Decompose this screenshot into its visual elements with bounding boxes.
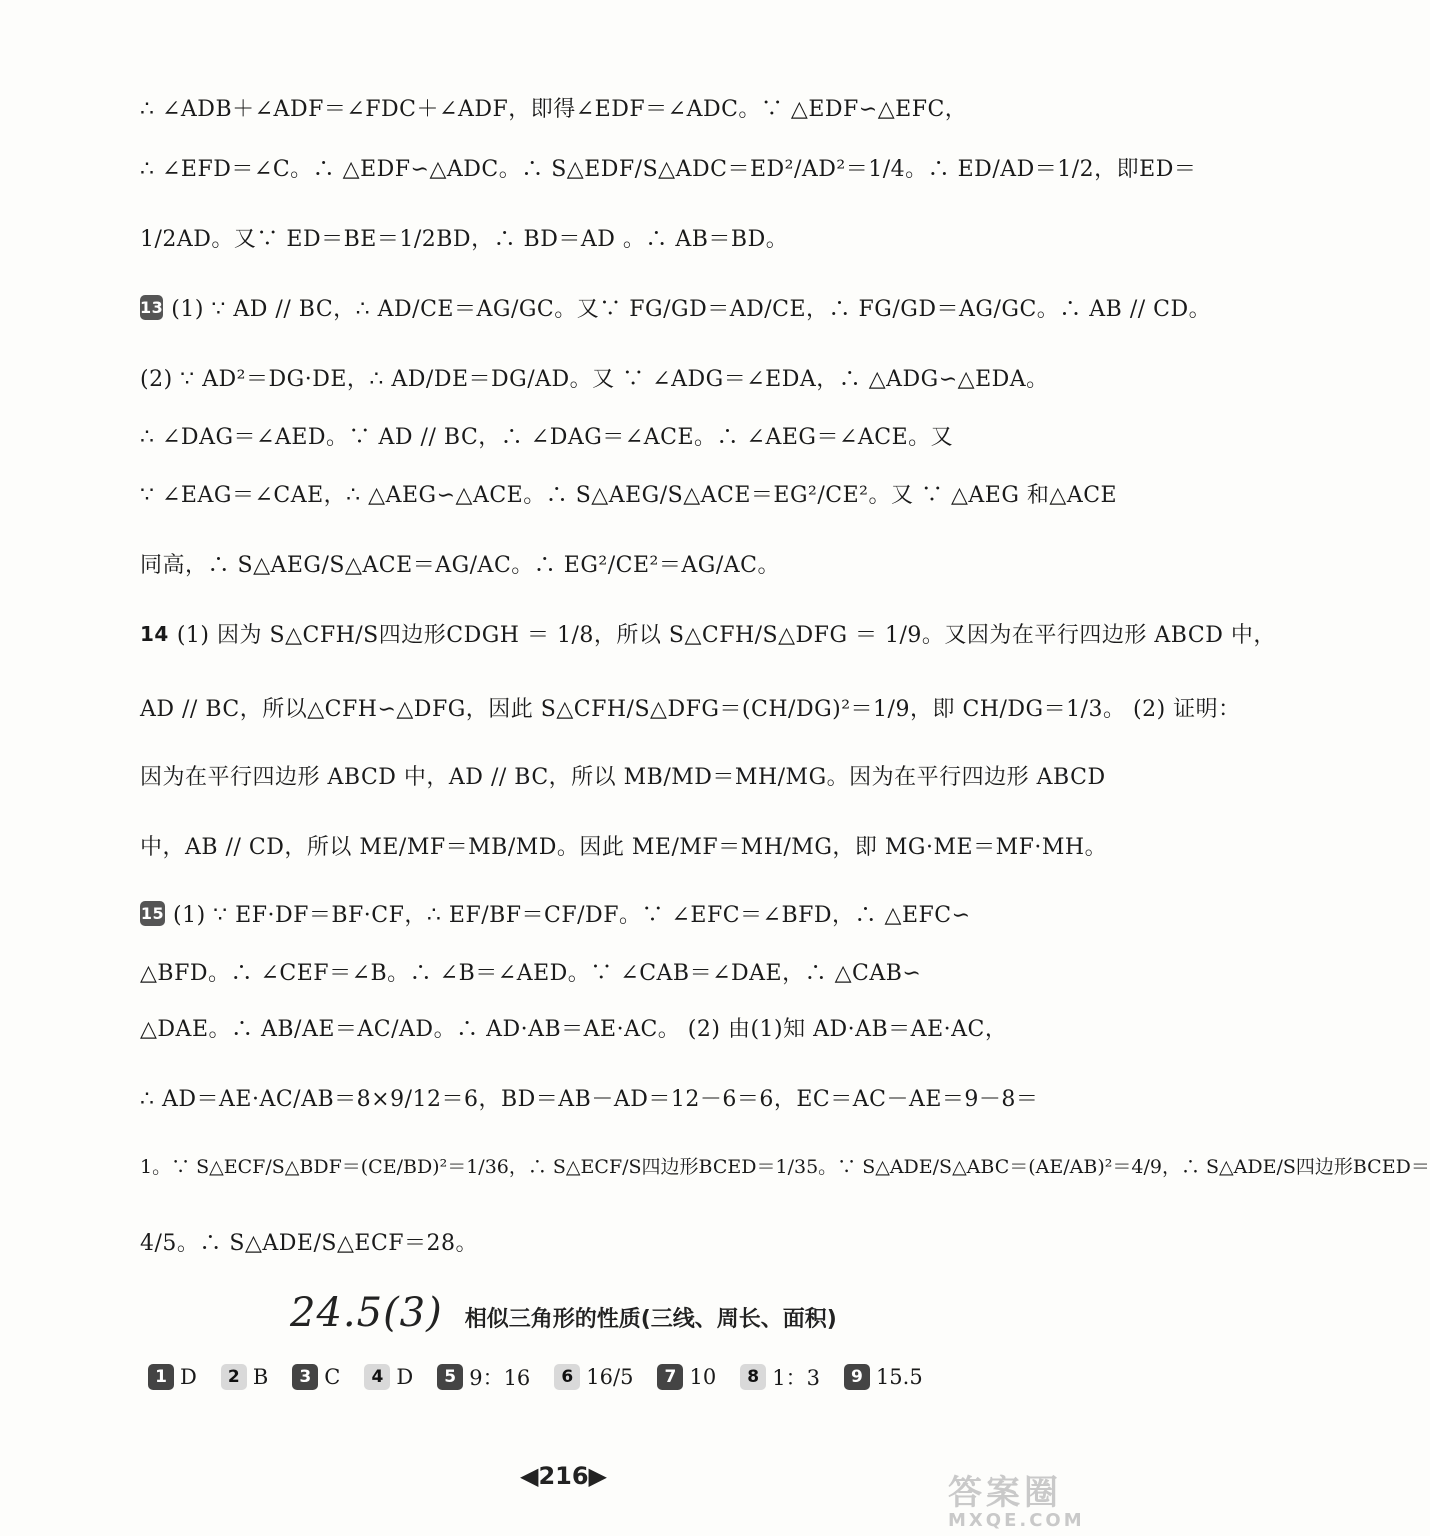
line-text: ∴ ∠ADB＋∠ADF＝∠FDC＋∠ADF，即得∠EDF＝∠ADC。∵ △EDF∽△EFC， bbox=[140, 97, 968, 122]
text-line bbox=[140, 478, 1118, 509]
answer-item bbox=[364, 1364, 413, 1390]
line-text: (2) ∵ AD²＝DG·DE，∴ AD/DE＝DG/AD。又 ∵ ∠ADG＝∠EDA，∴ △ADG∽△EDA。 bbox=[140, 367, 1049, 392]
line-text: (1) 因为 S△CFH/S四边形CDGH ＝ 1/8，所以 S△CFH/S△DFG ＝ 1/9。又因为在平行四边形 ABCD 中， bbox=[176, 623, 1276, 648]
problem-15-line bbox=[140, 898, 1030, 929]
right-arrow-icon: ▶ bbox=[588, 1462, 608, 1490]
left-arrow-icon: ◀ bbox=[519, 1462, 539, 1490]
answer-item bbox=[657, 1364, 716, 1390]
line-text: 1。∵ S△ECF/S△BDF＝(CE/BD)²＝1/36，∴ S△ECF/S四边形BCED＝1/35。∵ S△ADE/S△ABC＝(AE/AB)²＝4/9，∴ S△ADE/S四边形BCED＝ bbox=[140, 1156, 1430, 1178]
page-number-text: 216 bbox=[538, 1462, 589, 1490]
answer-value: 9：16 bbox=[469, 1366, 531, 1390]
text-line bbox=[140, 152, 1197, 183]
answer-item bbox=[437, 1362, 530, 1392]
watermark bbox=[948, 1465, 1118, 1531]
text-line bbox=[140, 830, 1108, 861]
line-text: 中，AB // CD，所以 ME/MF＝MB/MD。因此 ME/MF＝MH/MG，即 MG·ME＝MF·MH。 bbox=[140, 835, 1108, 860]
answer-item bbox=[740, 1362, 820, 1392]
answer-value: C bbox=[324, 1365, 341, 1389]
watermark-logo: 答案圈 bbox=[948, 1473, 1062, 1513]
line-text: △DAE。∴ AB/AE＝AC/AD。∴ AD·AB＝AE·AC。 (2) 由(1)知 AD·AB＝AE·AC， bbox=[140, 1017, 1008, 1042]
answer-value: D bbox=[180, 1365, 197, 1389]
text-line bbox=[140, 420, 1030, 451]
answer-number: 1 bbox=[148, 1364, 174, 1390]
problem-number: 14 bbox=[140, 621, 169, 646]
line-text: (1) ∵ EF·DF＝BF·CF，∴ EF/BF＝CF/DF。∵ ∠EFC＝∠BFD，∴ △EFC∽ bbox=[173, 903, 971, 928]
text-line bbox=[140, 1082, 1039, 1113]
watermark-url: MXQE.COM bbox=[948, 1510, 1085, 1531]
answer-list bbox=[148, 1362, 947, 1392]
line-text: ∴ ∠EFD＝∠C。∴ △EDF∽△ADC。∴ S△EDF/S△ADC＝ED²/AD²＝1/4。∴ ED/AD＝1/2，即ED＝ bbox=[140, 157, 1197, 182]
line-text: ∴ AD＝AE·AC/AB＝8×9/12＝6，BD＝AB－AD＝12－6＝6，EC＝AC－AE＝9－8＝ bbox=[140, 1087, 1039, 1112]
answer-value: 16/5 bbox=[586, 1365, 634, 1389]
line-text: 同高，∴ S△AEG/S△ACE＝AG/AC。∴ EG²/CE²＝AG/AC。 bbox=[140, 553, 780, 578]
answer-item bbox=[554, 1364, 633, 1390]
answer-item bbox=[292, 1364, 340, 1390]
text-line bbox=[140, 548, 1030, 579]
answer-item bbox=[221, 1364, 268, 1390]
line-text: AD // BC，所以△CFH∽△DFG，因此 S△CFH/S△DFG＝(CH/DG)²＝1/9，即 CH/DG＝1/3。 (2) 证明： bbox=[140, 697, 1241, 722]
answer-value: D bbox=[396, 1365, 414, 1389]
text-line bbox=[140, 956, 1030, 987]
section-number: 24.5(3) bbox=[290, 1290, 443, 1336]
answer-number: 4 bbox=[364, 1364, 390, 1390]
answer-value: 10 bbox=[689, 1365, 717, 1389]
answer-number: 2 bbox=[221, 1364, 247, 1390]
section-heading bbox=[290, 1290, 837, 1336]
text-line bbox=[140, 1152, 1430, 1179]
answer-number: 8 bbox=[740, 1364, 766, 1390]
section-title: 相似三角形的性质(三线、周长、面积) bbox=[464, 1307, 837, 1332]
text-line bbox=[140, 92, 1030, 123]
answer-value: B bbox=[252, 1365, 269, 1389]
line-text: ∵ ∠EAG＝∠CAE，∴ △AEG∽△ACE。∴ S△AEG/S△ACE＝EG²/CE²。又 ∵ △AEG 和△ACE bbox=[140, 483, 1118, 508]
answer-number: 5 bbox=[437, 1364, 463, 1390]
answer-item bbox=[148, 1364, 197, 1390]
answer-value: 1：3 bbox=[772, 1366, 820, 1390]
line-text: (1) ∵ AD // BC，∴ AD/CE＝AG/GC。又∵ FG/GD＝AD/CE，∴ FG/GD＝AG/GC。∴ AB // CD。 bbox=[171, 297, 1212, 322]
problem-14-line bbox=[140, 618, 1276, 649]
text-line bbox=[140, 692, 1241, 723]
answer-number: 9 bbox=[844, 1364, 870, 1390]
answer-number: 6 bbox=[554, 1364, 580, 1390]
text-line bbox=[140, 1012, 1030, 1043]
text-line bbox=[140, 362, 1049, 393]
answer-item bbox=[844, 1364, 923, 1390]
text-line bbox=[140, 1226, 1030, 1257]
line-text: △BFD。∴ ∠CEF＝∠B。∴ ∠B＝∠AED。∵ ∠CAB＝∠DAE，∴ △CAB∽ bbox=[140, 961, 922, 986]
answer-number: 3 bbox=[292, 1364, 318, 1390]
problem-13-line bbox=[140, 292, 1212, 323]
line-text: ∴ ∠DAG＝∠AED。∵ AD // BC，∴ ∠DAG＝∠ACE。∴ ∠AEG＝∠ACE。又 bbox=[140, 425, 954, 450]
line-text: 1/2AD。又∵ ED＝BE＝1/2BD，∴ BD＝AD 。∴ AB＝BD。 bbox=[140, 227, 789, 252]
answer-number: 7 bbox=[657, 1364, 683, 1390]
text-line bbox=[140, 222, 1030, 253]
line-text: 因为在平行四边形 ABCD 中，AD // BC，所以 MB/MD＝MH/MG。因为在平行四边形 ABCD bbox=[140, 765, 1106, 790]
problem-number-badge: 15 bbox=[140, 901, 165, 926]
text-line bbox=[140, 760, 1106, 791]
answer-value: 15.5 bbox=[875, 1365, 923, 1389]
problem-number-badge: 13 bbox=[140, 295, 163, 320]
line-text: 4/5。∴ S△ADE/S△ECF＝28。 bbox=[140, 1231, 479, 1256]
